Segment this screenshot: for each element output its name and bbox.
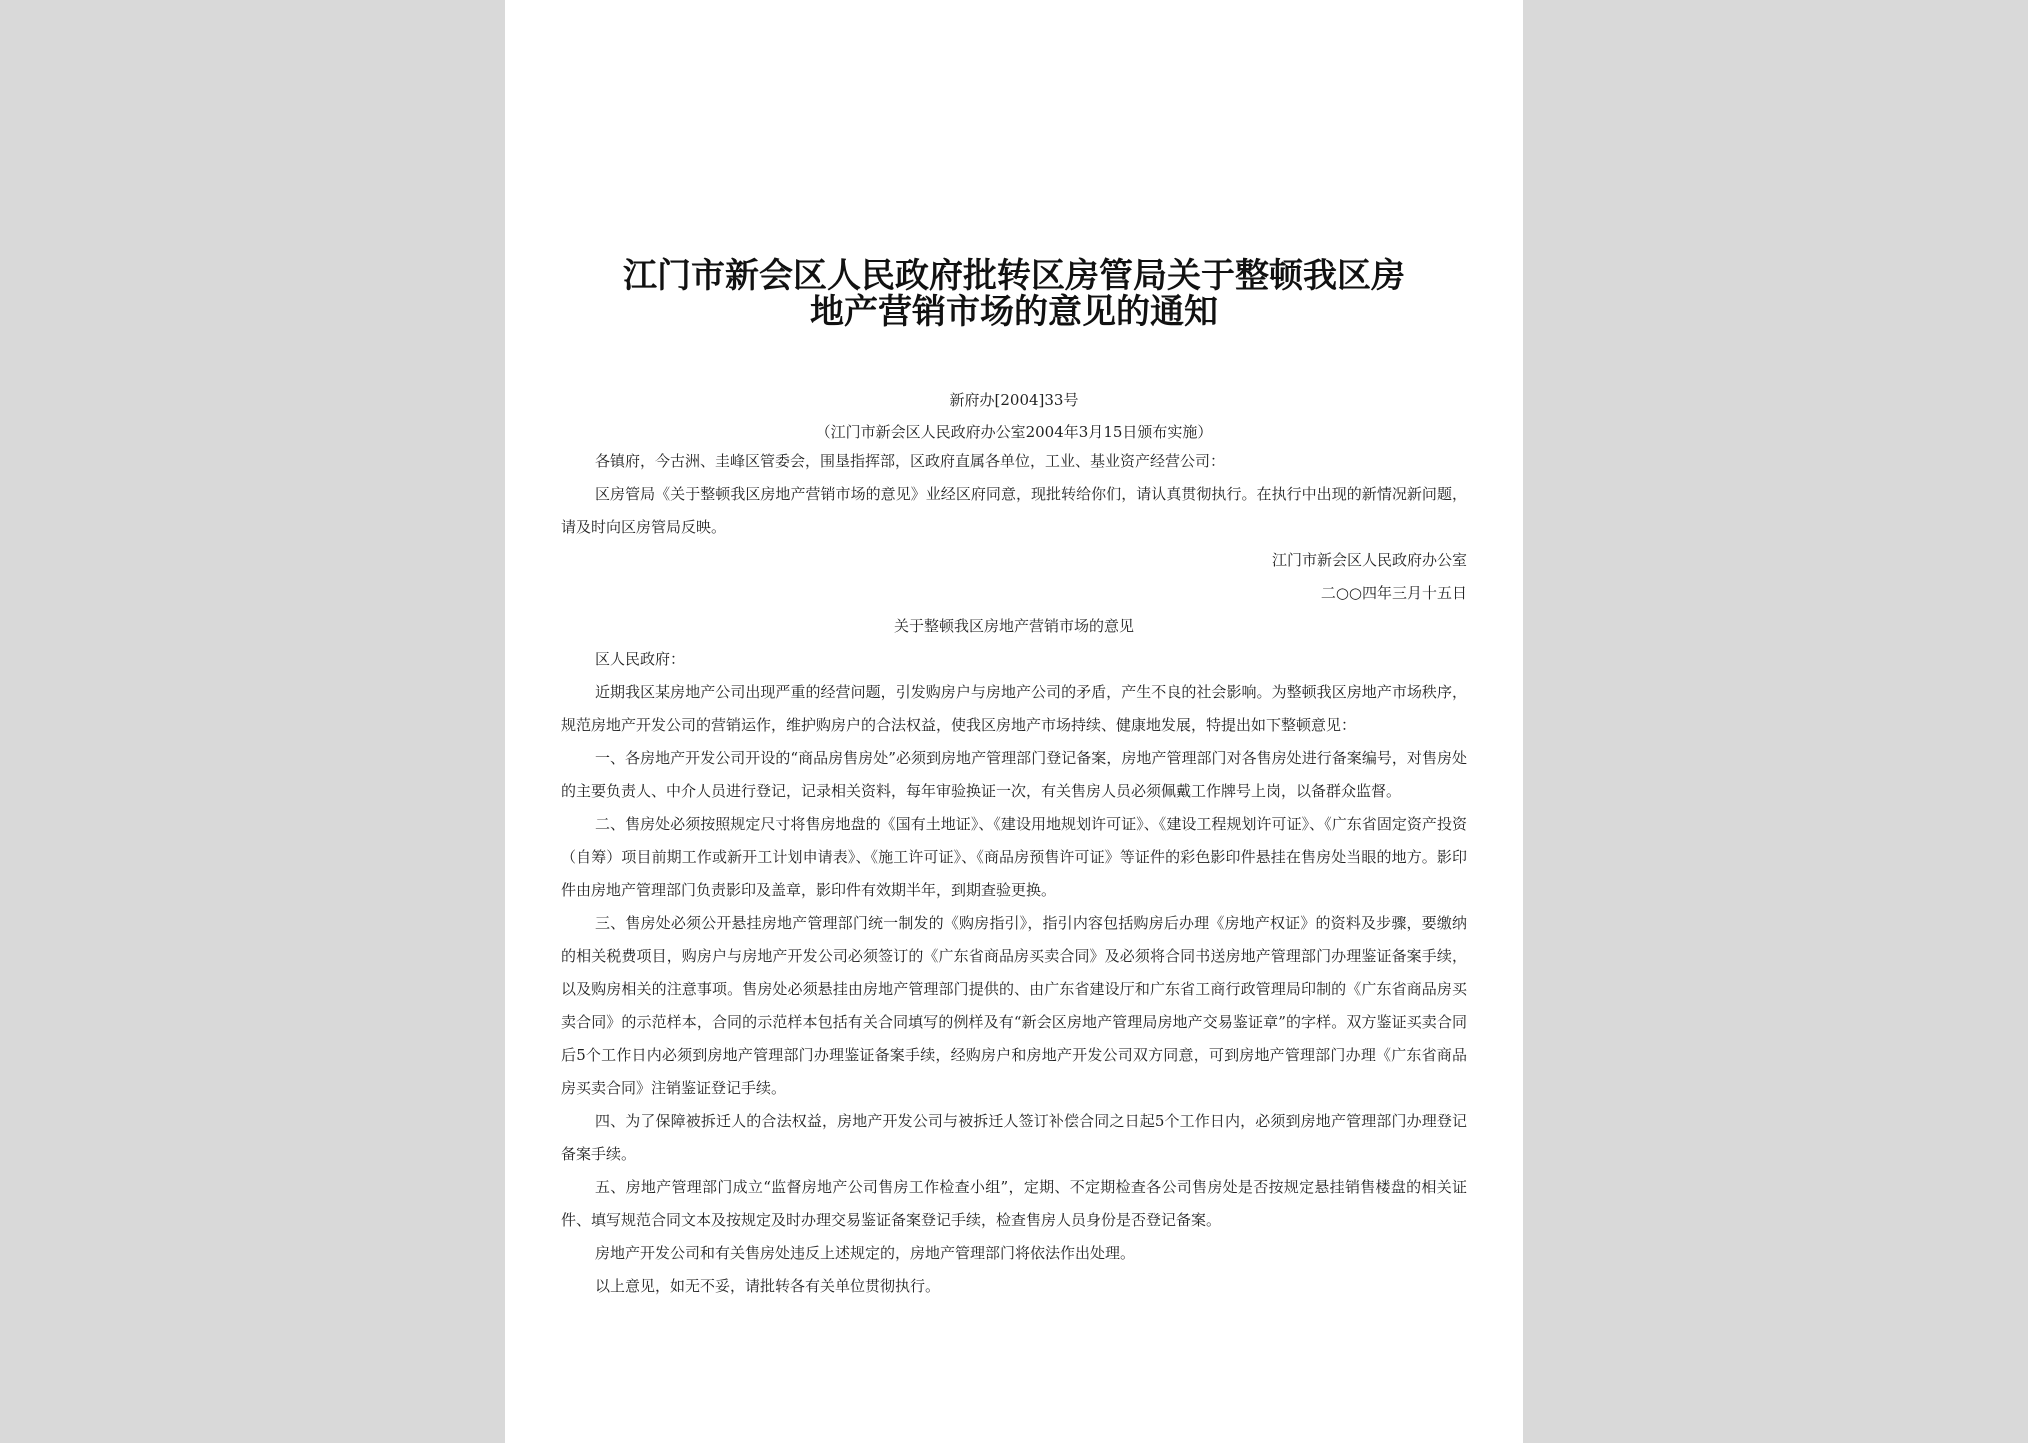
- issued-note: （江门市新会区人民政府办公室2004年3月15日颁布实施）: [815, 423, 1213, 441]
- paragraph-recipients: 各镇府，今古洲、圭峰区管委会，围垦指挥部，区政府直属各单位，工业、基业资产经营公司：: [595, 452, 1226, 470]
- addressee: 区人民政府：: [595, 650, 686, 668]
- item-4: 四、为了保障被拆迁人的合法权益，房地产开发公司与被拆迁人签订补偿合同之日起5个工作日内，必须到房地产管理部门办理登记备案手续。: [561, 1112, 1467, 1163]
- document-body: [561, 445, 1467, 1303]
- paragraph-penalty: 房地产开发公司和有关售房处违反上述规定的，房地产管理部门将依法作出处理。: [595, 1244, 1136, 1262]
- item-1: 一、各房地产开发公司开设的“商品房售房处”必须到房地产管理部门登记备案，房地产管理部门对各售房处进行备案编号，对售房处的主要负责人、中介人员进行登记，记录相关资料，每年审验换证一次，有关售房人员必须佩戴工作牌号上岗，以备群众监督。: [561, 749, 1467, 800]
- item-5: 五、房地产管理部门成立“监督房地产公司售房工作检查小组”，定期、不定期检查各公司售房处是否按规定悬挂销售楼盘的相关证件、填写规范合同文本及按规定及时办理交易鉴证备案登记手续，检查售房人员身份是否登记备案。: [561, 1178, 1467, 1229]
- issue-date: 二○○四年三月十五日: [1320, 584, 1467, 602]
- title-line-2: 地产营销市场的意见的通知: [810, 292, 1218, 332]
- paragraph-intro: 区房管局《关于整顿我区房地产营销市场的意见》业经区府同意，现批转给你们，请认真贯彻执行。在执行中出现的新情况新问题，请及时向区房管局反映。: [561, 485, 1467, 536]
- paragraph-closing: 以上意见，如无不妥，请批转各有关单位贯彻执行。: [595, 1277, 941, 1295]
- item-3: 三、售房处必须公开悬挂房地产管理部门统一制发的《购房指引》，指引内容包括购房后办理《房地产权证》的资料及步骤，要缴纳的相关税费项目，购房户与房地产开发公司必须签订的《广东省商品房买卖合同》及必须将合同书送房地产管理部门办理鉴证备案手续，以及购房相关的注意事项。售房处必须悬挂由房地产管理部门提供的、由广东省建设厅和广东省工商行政管理局印制的《广东省商品房买卖合同》的示范样本，合同的示范样本包括有关合同填写的例样及有“新会区房地产管理局房地产交易鉴证章”的字样。双方鉴证买卖合同后5个工作日内必须到房地产管理部门办理鉴证备案手续，经购房户和房地产开发公司双方同意，可到房地产管理部门办理《广东省商品房买卖合同》注销鉴证登记手续。: [561, 914, 1467, 1097]
- issuer: 江门市新会区人民政府办公室: [1271, 551, 1467, 569]
- opinion-title: 关于整顿我区房地产营销市场的意见: [893, 617, 1134, 635]
- document-page: [505, 0, 1523, 1443]
- doc-number: 新府办[2004]33号: [949, 391, 1079, 409]
- title-line-1: 江门市新会区人民政府批转区房管局关于整顿我区房: [623, 256, 1405, 296]
- document-title: [565, 258, 1463, 330]
- paragraph-background: 近期我区某房地产公司出现严重的经营问题，引发购房户与房地产公司的矛盾，产生不良的社会影响。为整顿我区房地产市场秩序，规范房地产开发公司的营销运作，维护购房户的合法权益，使我区房地产市场持续、健康地发展，特提出如下整顿意见：: [561, 683, 1467, 734]
- item-2: 二、售房处必须按照规定尺寸将售房地盘的《国有土地证》、《建设用地规划许可证》、《建设工程规划许可证》、《广东省固定资产投资（自筹）项目前期工作或新开工计划申请表》、《施工许可证》、《商品房预售许可证》等证件的彩色影印件悬挂在售房处当眼的地方。影印件由房地产管理部门负责影印及盖章，影印件有效期半年，到期查验更换。: [561, 815, 1467, 899]
